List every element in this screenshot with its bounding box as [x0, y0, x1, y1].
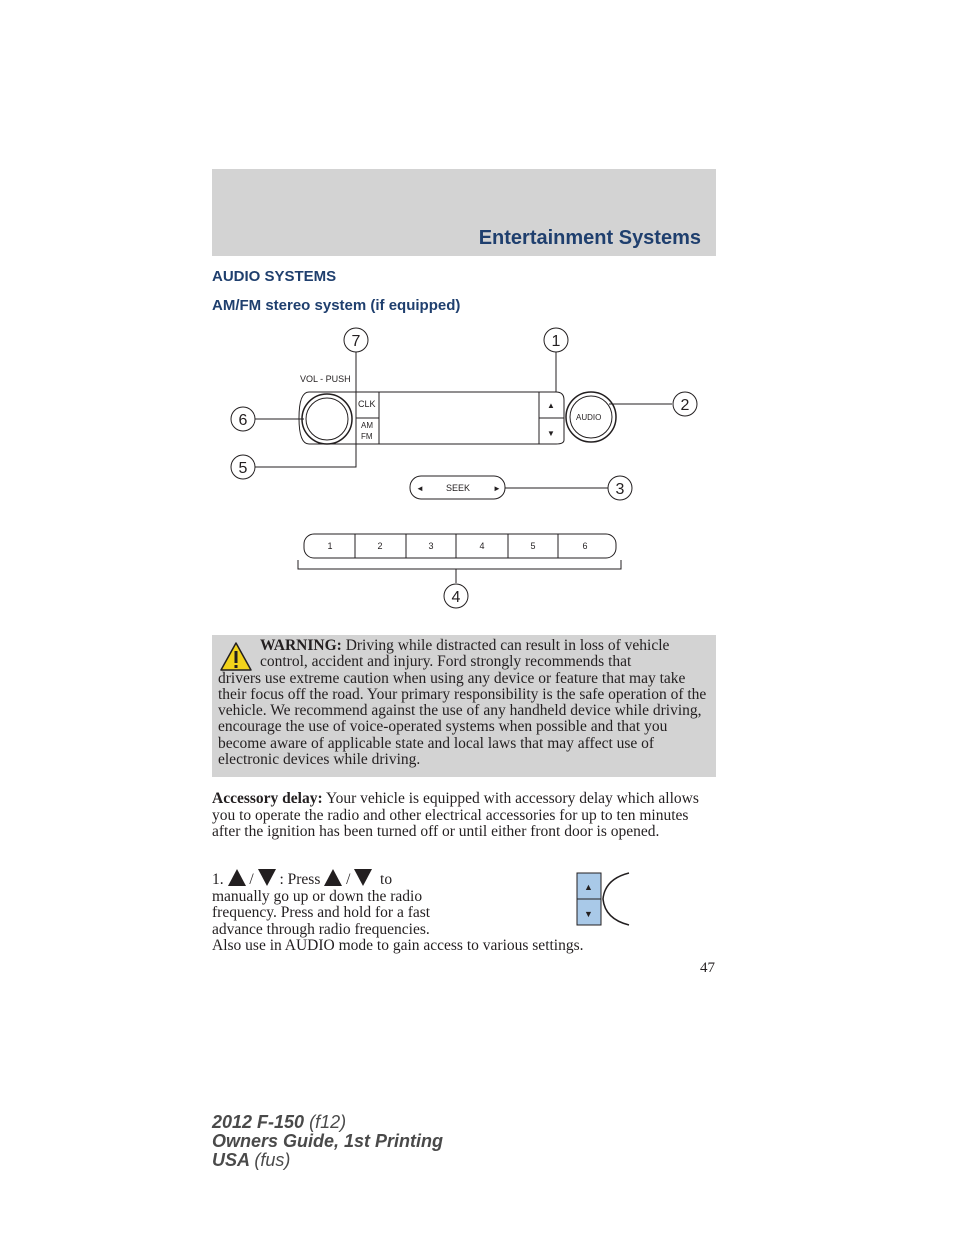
warning-first-line: Driving while distracted can result in loss of vehicle: [345, 637, 670, 654]
tune-up-arrow: ▲: [547, 401, 555, 410]
warning-second-line: control, accident and injury. Ford strongly recommends that: [260, 653, 632, 671]
warning-box: [212, 635, 716, 777]
accessory-delay-paragraph: [212, 791, 716, 841]
small-down-arrow: ▼: [584, 909, 593, 919]
section-header-band: [212, 169, 716, 256]
clk-label: CLK: [358, 399, 376, 409]
footer-region-code: (fus): [254, 1150, 291, 1170]
vol-push-label: VOL - PUSH: [300, 374, 351, 384]
seek-label: SEEK: [446, 483, 471, 493]
footer-region: USA: [212, 1150, 250, 1170]
down-arrow-icon: [354, 869, 372, 886]
press-text: : Press: [279, 871, 321, 888]
footer-model: 2012 F-150: [212, 1112, 305, 1132]
fm-label: FM: [361, 432, 373, 441]
heading-am-fm-stereo: AM/FM stereo system (if equipped): [212, 297, 461, 314]
step-1-line-4: advance through radio frequencies.: [212, 920, 430, 938]
tune-buttons-figure: [575, 871, 631, 927]
step-1-line-2: manually go up or down the radio: [212, 887, 423, 905]
callout-number: 5: [238, 460, 248, 477]
callout-number: 4: [451, 589, 461, 606]
up-arrow-icon: [324, 869, 342, 886]
section-title: Entertainment Systems: [478, 227, 701, 249]
down-arrow-icon: [258, 869, 276, 886]
step-1-line-5: Also use in AUDIO mode to gain access to various settings.: [212, 937, 584, 954]
am-label: AM: [361, 421, 373, 430]
step-1-line-3: frequency. Press and hold for a fast: [212, 904, 431, 921]
callout-number: 2: [680, 397, 690, 414]
heading-audio-systems: AUDIO SYSTEMS: [212, 268, 337, 285]
step-1: [212, 869, 716, 955]
callout-number: 6: [238, 412, 248, 429]
to-text: to: [380, 871, 393, 888]
small-up-arrow: ▲: [584, 882, 593, 892]
up-arrow-icon: [228, 869, 246, 886]
warning-body: drivers use extreme caution when using any device or feature that may take their focus off the road. Your primary responsibility is the safe operation of the vehicle. We recommend against the use of any handheld device while driving, encourage the use of voice-operated systems when possible and that you become aware of applicable state and local laws that may affect use of electronic devices while driving.: [218, 669, 707, 769]
footer-imprint: [212, 1113, 443, 1170]
callout-number: 3: [615, 481, 625, 498]
radio-diagram: [212, 322, 716, 622]
slash: /: [346, 871, 351, 888]
slash: /: [249, 871, 254, 888]
accessory-delay-label: Accessory delay:: [212, 790, 323, 807]
seek-right-arrow: ►: [493, 484, 501, 493]
callout-number: 1: [551, 333, 561, 350]
preset-label: 6: [582, 541, 588, 551]
seek-left-arrow: ◄: [416, 484, 424, 493]
tune-down-arrow: ▼: [547, 429, 555, 438]
footer-model-code: (f12): [309, 1112, 347, 1132]
preset-label: 2: [377, 541, 383, 551]
footer-guide: Owners Guide, 1st Printing: [212, 1131, 444, 1151]
preset-label: 3: [428, 541, 434, 551]
callout-number: 7: [351, 333, 361, 350]
step-number: 1.: [212, 871, 224, 888]
preset-label: 5: [530, 541, 536, 551]
preset-label: 1: [327, 541, 333, 551]
audio-knob-label: AUDIO: [576, 413, 602, 422]
accessory-delay-text: Your vehicle is equipped with accessory delay which allows you to operate the radio and other electrical accessories for up to ten minutes after the ignition has been turned off or until either front door is opened.: [212, 790, 699, 840]
page-number: 47: [700, 960, 715, 976]
warning-text: [218, 638, 712, 768]
warning-label: WARNING:: [260, 637, 342, 654]
preset-label: 4: [479, 541, 485, 551]
